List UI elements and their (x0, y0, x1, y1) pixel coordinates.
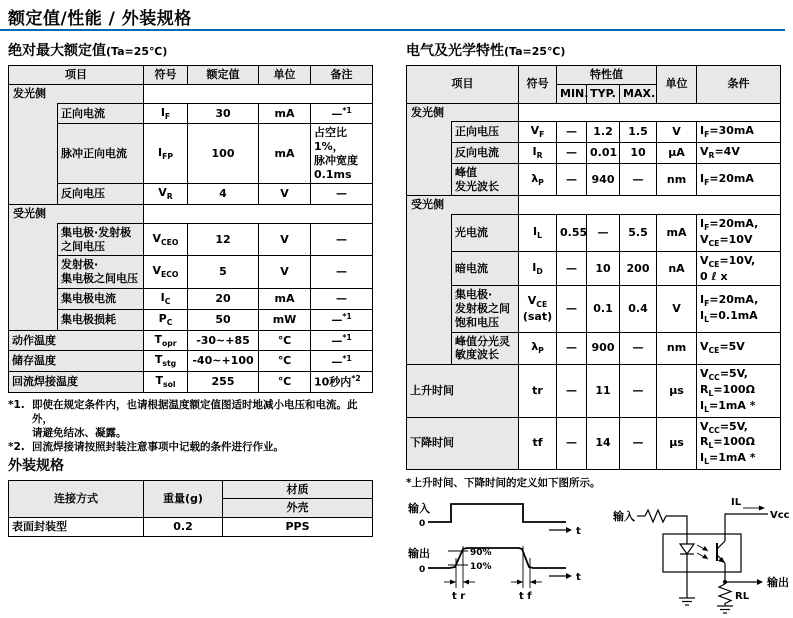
rise-right-arrowhead (463, 579, 469, 584)
cell-min: — (557, 163, 587, 196)
circuit-output-label: 输出 (767, 575, 789, 589)
cell-cond: $V_{CC}=5V$, $R_L=100\Omega$ $I_L=1mA$ * (697, 365, 781, 417)
waveform-input-label: 输入 (408, 501, 430, 515)
cell-pad (9, 103, 58, 124)
table-row (9, 124, 373, 184)
col-header-material: 材质 (223, 480, 373, 499)
cell-min: — (557, 251, 587, 286)
cell-sym: $V_{CEO}$ (144, 223, 188, 256)
table-row (9, 103, 373, 124)
footnote-2 (8, 440, 372, 454)
cell-note: 10秒内$^{*2}$ (311, 372, 373, 393)
electro-heading-condition: (Ta=25℃) (504, 45, 566, 58)
col-header-case: 外壳 (223, 499, 373, 518)
cell-pad (519, 196, 781, 215)
col-header-item: 项目 (407, 66, 519, 104)
output-time-arrowhead (566, 573, 572, 579)
circuit-input-label: 输入 (613, 509, 635, 523)
cell-pad (9, 124, 58, 184)
col-header-condition: 条件 (697, 66, 781, 104)
cell-sym: $V_R$ (144, 184, 188, 205)
cell-item: 正向电压 (452, 122, 519, 143)
cell-item: 下降时间 (407, 417, 519, 469)
waveform-diagram (406, 496, 601, 608)
cell-pad (407, 332, 452, 365)
vcc-label: Vcc (770, 509, 790, 521)
cell-note: —$^{*1}$ (311, 351, 373, 372)
cell-typ: 0.01 (587, 143, 620, 164)
cell-weight: 0.2 (144, 518, 223, 537)
cell-unit: mA (259, 124, 311, 184)
cell-cond: $I_F=20mA$ (697, 163, 781, 196)
cell-item: 集电极·发射极 之间电压 (58, 223, 144, 256)
cell-sym: $I_R$ (519, 143, 557, 164)
cell-min: — (557, 417, 587, 469)
collector-current-arrowhead (759, 505, 765, 510)
electro-heading (406, 40, 780, 60)
cell-item: 储存温度 (9, 351, 144, 372)
cell-unit: mA (259, 103, 311, 124)
cell-note: —$^{*1}$ (311, 103, 373, 124)
cell-label: 发光侧 (9, 84, 144, 103)
cell-unit: V (657, 286, 697, 332)
table-row (407, 215, 781, 252)
cell-unit: V (259, 184, 311, 205)
table-row (407, 122, 781, 143)
table-row (407, 332, 781, 365)
ground-symbol-left (679, 598, 695, 605)
cell-cond: $V_R=4V$ (697, 143, 781, 164)
cell-sym: $I_L$ (519, 215, 557, 252)
cell-min: — (557, 122, 587, 143)
collector-current-label: IL (731, 496, 742, 508)
cell-pad (407, 286, 452, 332)
cell-pad (9, 309, 58, 330)
cell-pad (9, 184, 58, 205)
cell-unit: mW (259, 309, 311, 330)
input-time-label: t (576, 525, 581, 537)
cell-unit: nA (657, 251, 697, 286)
col-header-connection: 连接方式 (9, 480, 144, 518)
cell-val: -40~+100 (188, 351, 259, 372)
footnote-1 (8, 398, 372, 441)
cell-cond: $I_F=20mA$, $I_L=0.1mA$ (697, 286, 781, 332)
cell-pad (519, 103, 781, 122)
cell-pad (144, 84, 373, 103)
cell-label: 受光侧 (9, 205, 144, 224)
ninety-percent-label: 90% (470, 547, 492, 558)
cell-item: 集电极损耗 (58, 309, 144, 330)
led-symbol (680, 544, 694, 554)
cell-min: — (557, 332, 587, 365)
collector-vcc-wire (725, 514, 768, 541)
cell-val: 255 (188, 372, 259, 393)
cell-sym: $V_F$ (519, 122, 557, 143)
cell-val: 5 (188, 256, 259, 289)
col-header-typ: TYP. (587, 84, 620, 103)
table-row (407, 143, 781, 164)
absmax-heading (8, 40, 372, 60)
col-header-item: 项目 (9, 66, 144, 85)
absolute-maximum-ratings-table (8, 65, 373, 393)
col-header-characteristic: 特性值 (557, 66, 657, 85)
cell-unit: ℃ (259, 372, 311, 393)
cell-note: 占空比1%， 脉冲宽度 0.1ms (311, 124, 373, 184)
table-row (9, 330, 373, 351)
cell-max: 10 (620, 143, 657, 164)
cell-note: — (311, 256, 373, 289)
cell-val: 12 (188, 223, 259, 256)
cell-unit: μs (657, 365, 697, 417)
cell-sym: $T_{opr}$ (144, 330, 188, 351)
cell-max: 0.4 (620, 286, 657, 332)
rise-left-arrowhead (450, 579, 456, 584)
section-row (407, 196, 781, 215)
cell-unit: V (259, 223, 311, 256)
fall-right-arrowhead (530, 579, 536, 584)
cell-item: 集电极电流 (58, 288, 144, 309)
cell-max: — (620, 332, 657, 365)
waveform-output-zero: 0 (419, 564, 426, 575)
electro-footnote: *上升时间、下降时间的定义如下图所示。 (406, 476, 601, 489)
cell-unit: nm (657, 332, 697, 365)
series-resistor (645, 510, 666, 522)
section-row (9, 84, 373, 103)
cell-item: 反向电流 (452, 143, 519, 164)
fall-time-label: t f (519, 590, 532, 602)
cell-sym: tr (519, 365, 557, 417)
cell-unit: μA (657, 143, 697, 164)
cell-sym: $\lambda_P$ (519, 163, 557, 196)
cell-min: — (557, 143, 587, 164)
cell-item: 暗电流 (452, 251, 519, 286)
col-header-unit: 单位 (657, 66, 697, 104)
ground-symbol-right (717, 606, 733, 613)
cell-sym: $I_D$ (519, 251, 557, 286)
cell-val: 30 (188, 103, 259, 124)
cell-typ: 10 (587, 251, 620, 286)
cell-item: 峰值分光灵 敏度波长 (452, 332, 519, 365)
cell-note: — (311, 184, 373, 205)
output-arrowhead (757, 579, 763, 585)
cell-note: —$^{*1}$ (311, 309, 373, 330)
fall-left-arrowhead (517, 579, 523, 584)
cell-case-material: PPS (223, 518, 373, 537)
cell-item: 峰值 发光波长 (452, 163, 519, 196)
package-header-row-1 (9, 480, 373, 499)
cell-pad (9, 223, 58, 256)
cell-pad (9, 288, 58, 309)
table-row (9, 309, 373, 330)
collector-lead (717, 541, 725, 549)
optocoupler-body (663, 534, 741, 572)
footnote-1-text: 即使在规定条件内，也请根据温度额定值图适时地减小电压和电流。此外， 请避免结冰、凝露。 (32, 398, 358, 440)
left-column (8, 40, 372, 537)
section-row (9, 205, 373, 224)
input-time-arrowhead (566, 527, 572, 533)
table-row (9, 372, 373, 393)
table-row (407, 417, 781, 469)
cell-cond: $I_F=30mA$ (697, 122, 781, 143)
cell-pad (407, 163, 452, 196)
col-header-symbol: 符号 (519, 66, 557, 104)
cell-item: 上升时间 (407, 365, 519, 417)
test-circuit-diagram (613, 496, 793, 618)
cell-typ: — (587, 215, 620, 252)
cell-cond: $V_{CE}=5V$ (697, 332, 781, 365)
load-resistor (719, 584, 731, 604)
col-header-rating: 额定值 (188, 66, 259, 85)
cell-val: -30~+85 (188, 330, 259, 351)
table-row (407, 286, 781, 332)
cell-pad (9, 256, 58, 289)
cell-label: 受光侧 (407, 196, 519, 215)
package-spec-table (8, 480, 373, 537)
absmax-heading-text: 绝对最大额定值 (8, 43, 106, 59)
anode-wire (666, 516, 687, 538)
cell-sym: tf (519, 417, 557, 469)
cell-val: 100 (188, 124, 259, 184)
cell-item: 动作温度 (9, 330, 144, 351)
electro-heading-text: 电气及光学特性 (406, 43, 504, 59)
cell-min: — (557, 286, 587, 332)
cell-item: 集电极· 发射极之间 饱和电压 (452, 286, 519, 332)
footnote-1-marker: *1. (8, 398, 25, 411)
cell-unit: nm (657, 163, 697, 196)
cell-item: 回流焊接温度 (9, 372, 144, 393)
cell-pad (144, 205, 373, 224)
package-data-row (9, 518, 373, 537)
cell-typ: 11 (587, 365, 620, 417)
absmax-header-row (9, 66, 373, 85)
output-time-label: t (576, 571, 581, 583)
cell-sym: $V_{CE}$ (sat) (519, 286, 557, 332)
cell-pad (407, 215, 452, 252)
cell-max: 5.5 (620, 215, 657, 252)
table-row (9, 351, 373, 372)
cell-min: 0.55 (557, 215, 587, 252)
waveform-input-zero: 0 (419, 518, 426, 529)
emitter-arrowhead (718, 557, 725, 563)
input-pulse-trace (428, 504, 566, 522)
absmax-heading-condition: (Ta=25℃) (106, 45, 168, 58)
cell-item: 正向电流 (58, 103, 144, 124)
timing-definition-diagrams (406, 496, 790, 618)
cell-cond: $V_{CC}=5V$, $R_L=100\Omega$ $I_L=1mA$ * (697, 417, 781, 469)
title-accent-rule (0, 29, 785, 31)
footnote-2-marker: *2. (8, 441, 25, 454)
cell-typ: 0.1 (587, 286, 620, 332)
col-header-min: MIN. (557, 84, 587, 103)
cell-sym: $V_{ECO}$ (144, 256, 188, 289)
cell-val: 4 (188, 184, 259, 205)
cell-typ: 900 (587, 332, 620, 365)
cell-sym: $P_C$ (144, 309, 188, 330)
cell-typ: 14 (587, 417, 620, 469)
cell-item: 光电流 (452, 215, 519, 252)
cell-cond: $I_F=20mA$, $V_{CE}=10V$ (697, 215, 781, 252)
col-header-max: MAX. (620, 84, 657, 103)
cell-item: 发射极· 集电极之间电压 (58, 256, 144, 289)
cell-note: —$^{*1}$ (311, 330, 373, 351)
electro-optical-characteristics-table (406, 65, 781, 470)
cell-max: 200 (620, 251, 657, 286)
cell-val: 20 (188, 288, 259, 309)
cell-sym: $T_{sol}$ (144, 372, 188, 393)
section-row (407, 103, 781, 122)
package-heading: 外装规格 (8, 457, 64, 474)
cell-unit: μs (657, 417, 697, 469)
cell-sym: $T_{stg}$ (144, 351, 188, 372)
cell-item: 脉冲正向电流 (58, 124, 144, 184)
rise-time-label: t r (452, 590, 466, 602)
cell-cond: $V_{CE}=10V$, 0 ℓ x (697, 251, 781, 286)
absmax-body (9, 84, 373, 392)
cell-val: 50 (188, 309, 259, 330)
table-row (407, 365, 781, 417)
table-row (9, 288, 373, 309)
cell-unit: ℃ (259, 330, 311, 351)
cell-connection: 表面封装型 (9, 518, 144, 537)
cell-note: — (311, 288, 373, 309)
absmax-footnotes (8, 398, 372, 455)
col-header-note: 备注 (311, 66, 373, 85)
cell-pad (407, 143, 452, 164)
cell-unit: mA (657, 215, 697, 252)
table-row (9, 223, 373, 256)
col-header-weight: 重量(g) (144, 480, 223, 518)
waveform-output-label: 输出 (408, 546, 430, 560)
cell-unit: ℃ (259, 351, 311, 372)
col-header-symbol: 符号 (144, 66, 188, 85)
cell-pad (407, 122, 452, 143)
table-row (9, 184, 373, 205)
table-row (407, 251, 781, 286)
cell-sym: $\lambda_P$ (519, 332, 557, 365)
electro-header-row-1 (407, 66, 781, 85)
cell-unit: mA (259, 288, 311, 309)
right-column (406, 40, 790, 618)
cell-typ: 1.2 (587, 122, 620, 143)
cell-max: — (620, 163, 657, 196)
load-resistor-label: RL (735, 590, 750, 602)
table-row (9, 256, 373, 289)
page-title: 额定值/性能 / 外装规格 (8, 9, 192, 29)
table-row (407, 163, 781, 196)
cell-sym: $I_C$ (144, 288, 188, 309)
cell-max: — (620, 417, 657, 469)
cell-pad (407, 251, 452, 286)
cell-min: — (557, 365, 587, 417)
cell-sym: $I_F$ (144, 103, 188, 124)
cell-unit: V (657, 122, 697, 143)
cell-item: 反向电压 (58, 184, 144, 205)
col-header-unit: 单位 (259, 66, 311, 85)
cell-note: — (311, 223, 373, 256)
cell-unit: V (259, 256, 311, 289)
footnote-2-text: 回流焊接请按照封装注意事项中记载的条件进行作业。 (32, 441, 284, 454)
cell-label: 发光侧 (407, 103, 519, 122)
cell-max: — (620, 365, 657, 417)
cell-sym: $I_{FP}$ (144, 124, 188, 184)
ten-percent-label: 10% (470, 561, 492, 572)
electro-body (407, 103, 781, 469)
cell-max: 1.5 (620, 122, 657, 143)
cell-typ: 940 (587, 163, 620, 196)
